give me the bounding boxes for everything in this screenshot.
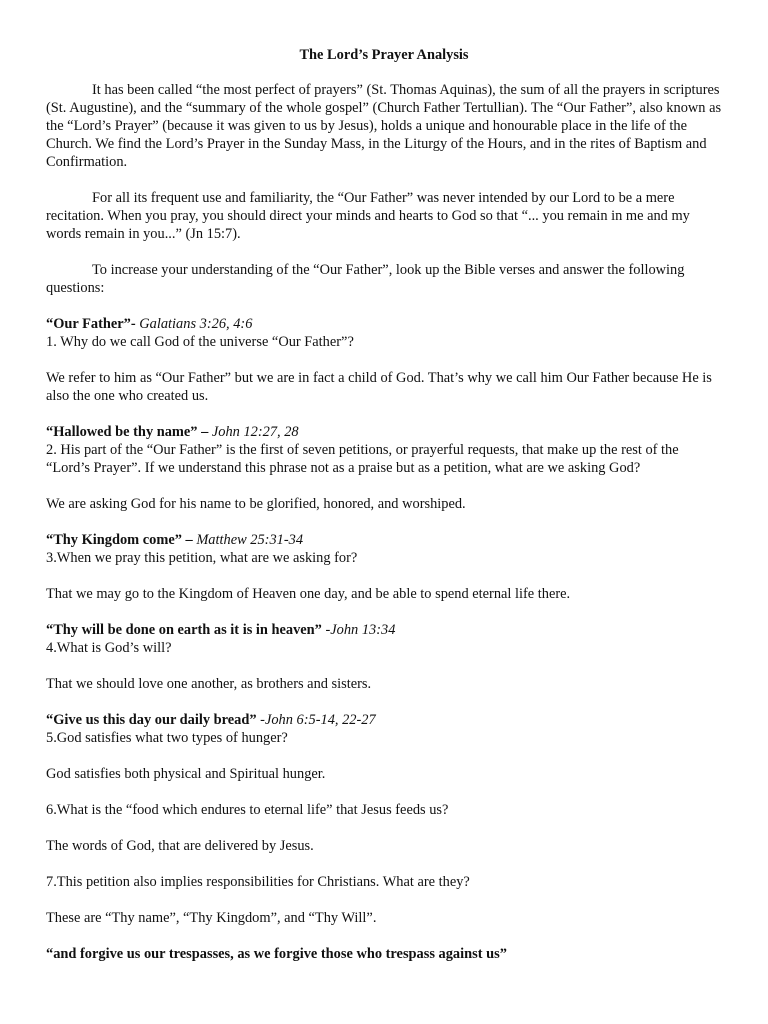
section-heading-forgive-us: “and forgive us our trespasses, as we forgive those who trespass against us” [46, 946, 507, 962]
intro-paragraph-2: For all its frequent use and familiarity, the “Our Father” was never intended by our Lord to be a mere recitation. When you pray, you should direct your minds and hearts to God so that “... you remain in me and my words remain in you...” (Jn 15:7). [46, 190, 690, 242]
section-hallowed-be-thy-name [46, 423, 722, 513]
section-heading [46, 531, 722, 549]
question: 6.What is the “food which endures to eternal life” that Jesus feeds us? [46, 802, 449, 818]
question: 1. Why do we call God of the universe “Our Father”? [46, 334, 354, 350]
petition-title: “Hallowed be thy name” – [46, 424, 209, 440]
bible-reference: Matthew 25:31-34 [192, 532, 304, 548]
section-heading [46, 315, 722, 333]
question: 4.What is God’s will? [46, 640, 172, 656]
petition-title: “Our Father”- [46, 316, 136, 332]
intro-paragraph-3: To increase your understanding of the “Our Father”, look up the Bible verses and answer the following questions: [46, 262, 685, 296]
answer: These are “Thy name”, “Thy Kingdom”, and “Thy Will”. [46, 910, 377, 926]
question-answer-7 [46, 873, 722, 927]
section-heading [46, 711, 722, 729]
bible-reference: John 12:27, 28 [208, 424, 299, 440]
petition-title: “Thy Kingdom come” – [46, 532, 193, 548]
bible-reference: -John 6:5-14, 22-27 [256, 712, 376, 728]
answer: We are asking God for his name to be glorified, honored, and worshiped. [46, 496, 466, 512]
answer: God satisfies both physical and Spiritual hunger. [46, 766, 326, 782]
document-title: The Lord’s Prayer Analysis [299, 47, 469, 63]
section-our-father [46, 315, 722, 405]
section-heading [46, 621, 722, 639]
question-answer-6 [46, 801, 722, 855]
section-daily-bread [46, 711, 722, 927]
question: 3.When we pray this petition, what are we asking for? [46, 550, 358, 566]
section-thy-kingdom-come [46, 531, 722, 603]
bible-reference: Galatians 3:26, 4:6 [135, 316, 253, 332]
answer: That we may go to the Kingdom of Heaven one day, and be able to spend eternal life there. [46, 586, 571, 602]
section-thy-will-be-done [46, 621, 722, 693]
answer: We refer to him as “Our Father” but we are in fact a child of God. That’s why we call him Our Father because He is also the one who created us. [46, 370, 712, 404]
answer: The words of God, that are delivered by Jesus. [46, 838, 314, 854]
bible-reference: -John 13:34 [321, 622, 396, 638]
question: 2. His part of the “Our Father” is the first of seven petitions, or prayerful requests, that make up the rest of the “Lord’s Prayer”. If we understand this phrase not as a praise but as a petition, what are we asking God? [46, 442, 679, 476]
document-page [46, 46, 722, 963]
petition-title: “Thy will be done on earth as it is in heaven” [46, 622, 322, 638]
intro-paragraph-1: It has been called “the most perfect of prayers” (St. Thomas Aquinas), the sum of all the prayers in scriptures (St. Augustine), and the “summary of the whole gospel” (Church Father Tertullian). The “Our Father”, also known as the “Lord’s Prayer” (because it was given to us by Jesus), holds a unique and honourable place in the life of the Church. We find the Lord’s Prayer in the Sunday Mass, in the Liturgy of the Hours, and in the rites of Baptism and Confirmation. [46, 82, 722, 170]
question: 7.This petition also implies responsibilities for Christians. What are they? [46, 874, 470, 890]
answer: That we should love one another, as brothers and sisters. [46, 676, 372, 692]
petition-title: “Give us this day our daily bread” [46, 712, 257, 728]
question-answer-5 [46, 729, 722, 783]
question: 5.God satisfies what two types of hunger? [46, 730, 288, 746]
section-heading [46, 423, 722, 441]
